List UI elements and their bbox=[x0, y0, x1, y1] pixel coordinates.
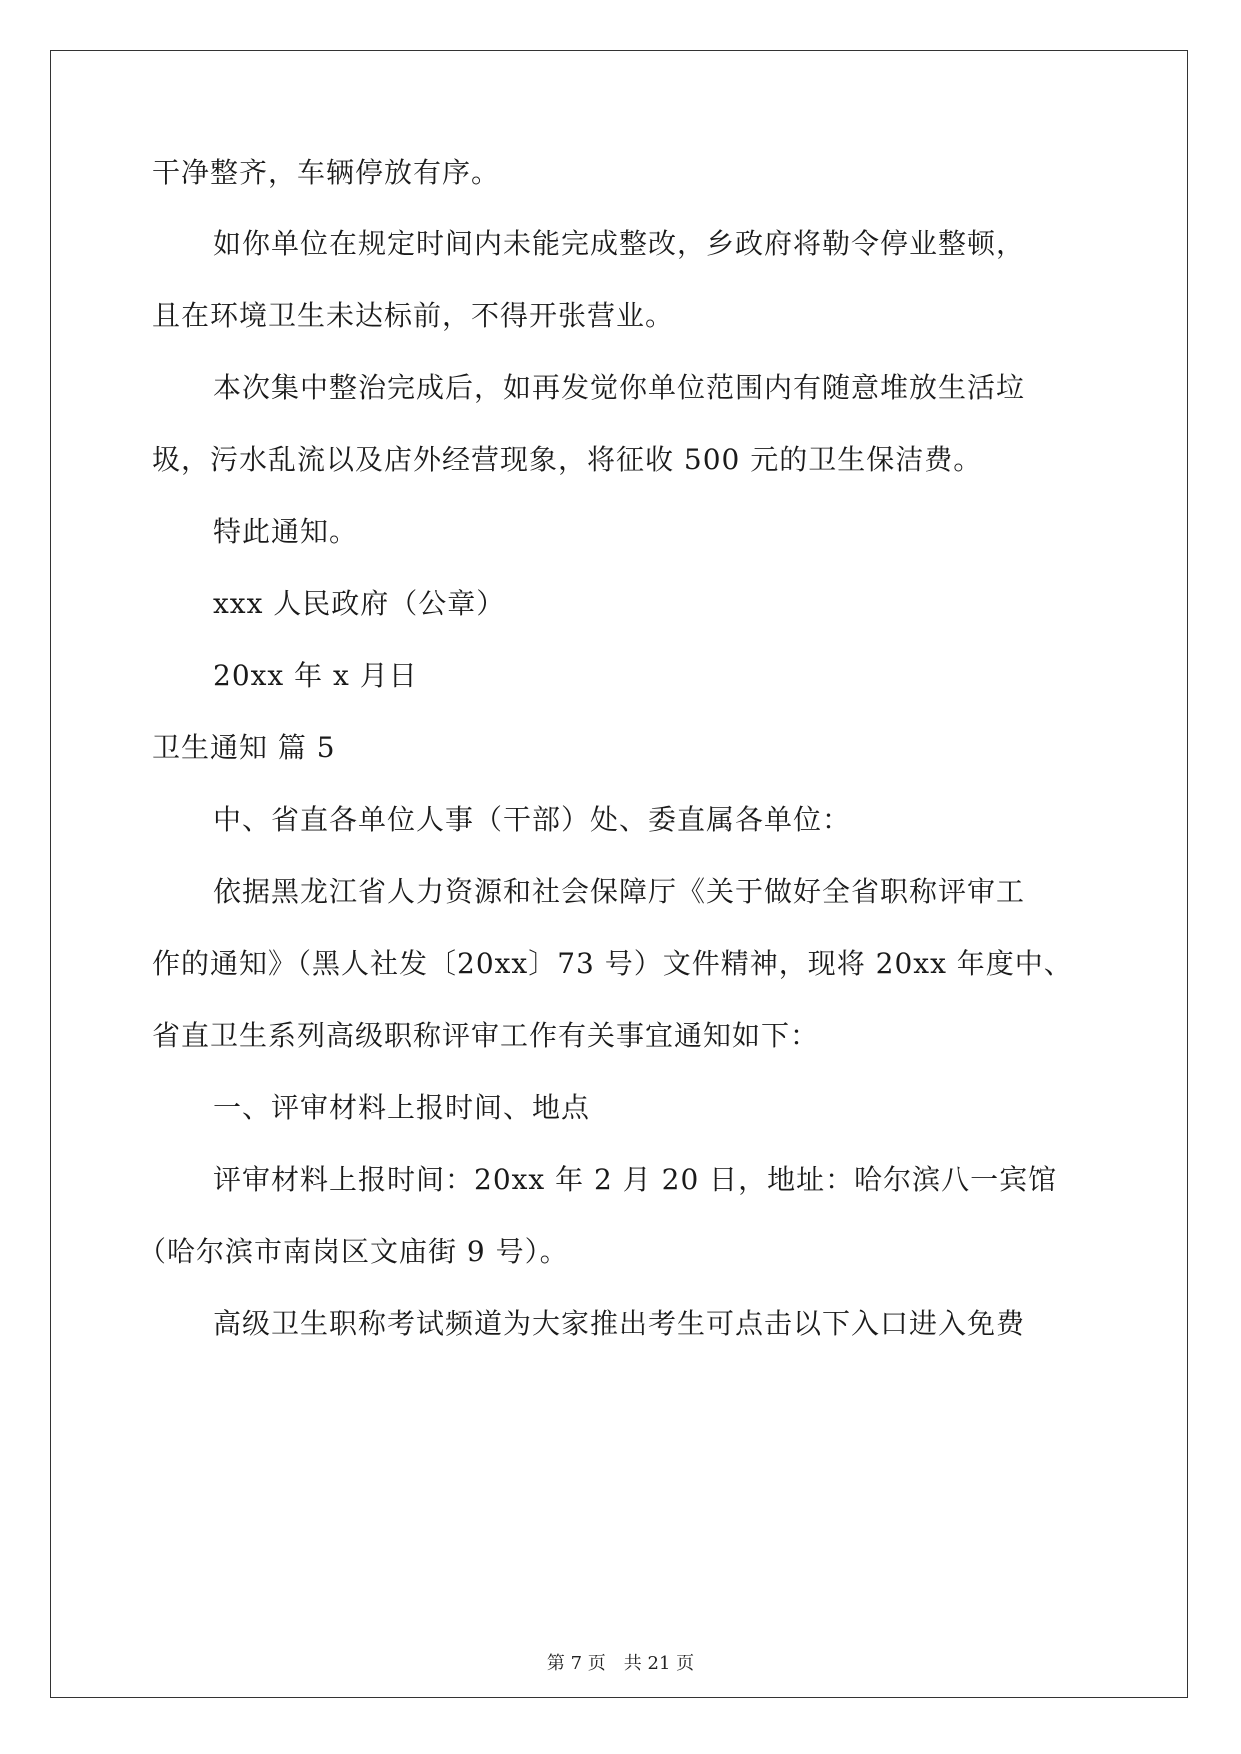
paragraph-line: 特此通知。 bbox=[213, 515, 359, 548]
section-heading: 卫生通知 篇 5 bbox=[152, 731, 336, 764]
paragraph-line: 高级卫生职称考试频道为大家推出考生可点击以下入口进入免费 bbox=[213, 1307, 1026, 1340]
paragraph-line: 依据黑龙江省人力资源和社会保障厅《关于做好全省职称评审工 bbox=[213, 875, 1026, 908]
page-number: 第 7 页 共 21 页 bbox=[546, 1653, 695, 1674]
subsection-heading: 一、评审材料上报时间、地点 bbox=[213, 1091, 591, 1124]
paragraph-line: 省直卫生系列高级职称评审工作有关事宜通知如下： bbox=[152, 1019, 820, 1052]
date-line: 20xx 年 x 月日 bbox=[213, 659, 418, 692]
paragraph-line: 评审材料上报时间：20xx 年 2 月 20 日，地址：哈尔滨八一宾馆 bbox=[213, 1163, 1058, 1196]
paragraph-line: （哈尔滨市南岗区文庙街 9 号）。 bbox=[138, 1235, 569, 1268]
paragraph-line: 如你单位在规定时间内未能完成整改，乡政府将勒令停业整顿， bbox=[213, 227, 1026, 260]
paragraph-line: 圾，污水乱流以及店外经营现象，将征收 500 元的卫生保洁费。 bbox=[152, 443, 983, 476]
signature-line: xxx 人民政府（公章） bbox=[213, 587, 506, 620]
paragraph-line: 中、省直各单位人事（干部）处、委直属各单位： bbox=[213, 803, 852, 836]
paragraph-line: 干净整齐，车辆停放有序。 bbox=[152, 156, 501, 189]
paragraph-line: 且在环境卫生未达标前，不得开张营业。 bbox=[152, 299, 675, 332]
paragraph-line: 作的通知》（黑人社发〔20xx〕73 号）文件精神，现将 20xx 年度中、 bbox=[152, 947, 1073, 980]
paragraph-line: 本次集中整治完成后，如再发觉你单位范围内有随意堆放生活垃 bbox=[213, 371, 1026, 404]
